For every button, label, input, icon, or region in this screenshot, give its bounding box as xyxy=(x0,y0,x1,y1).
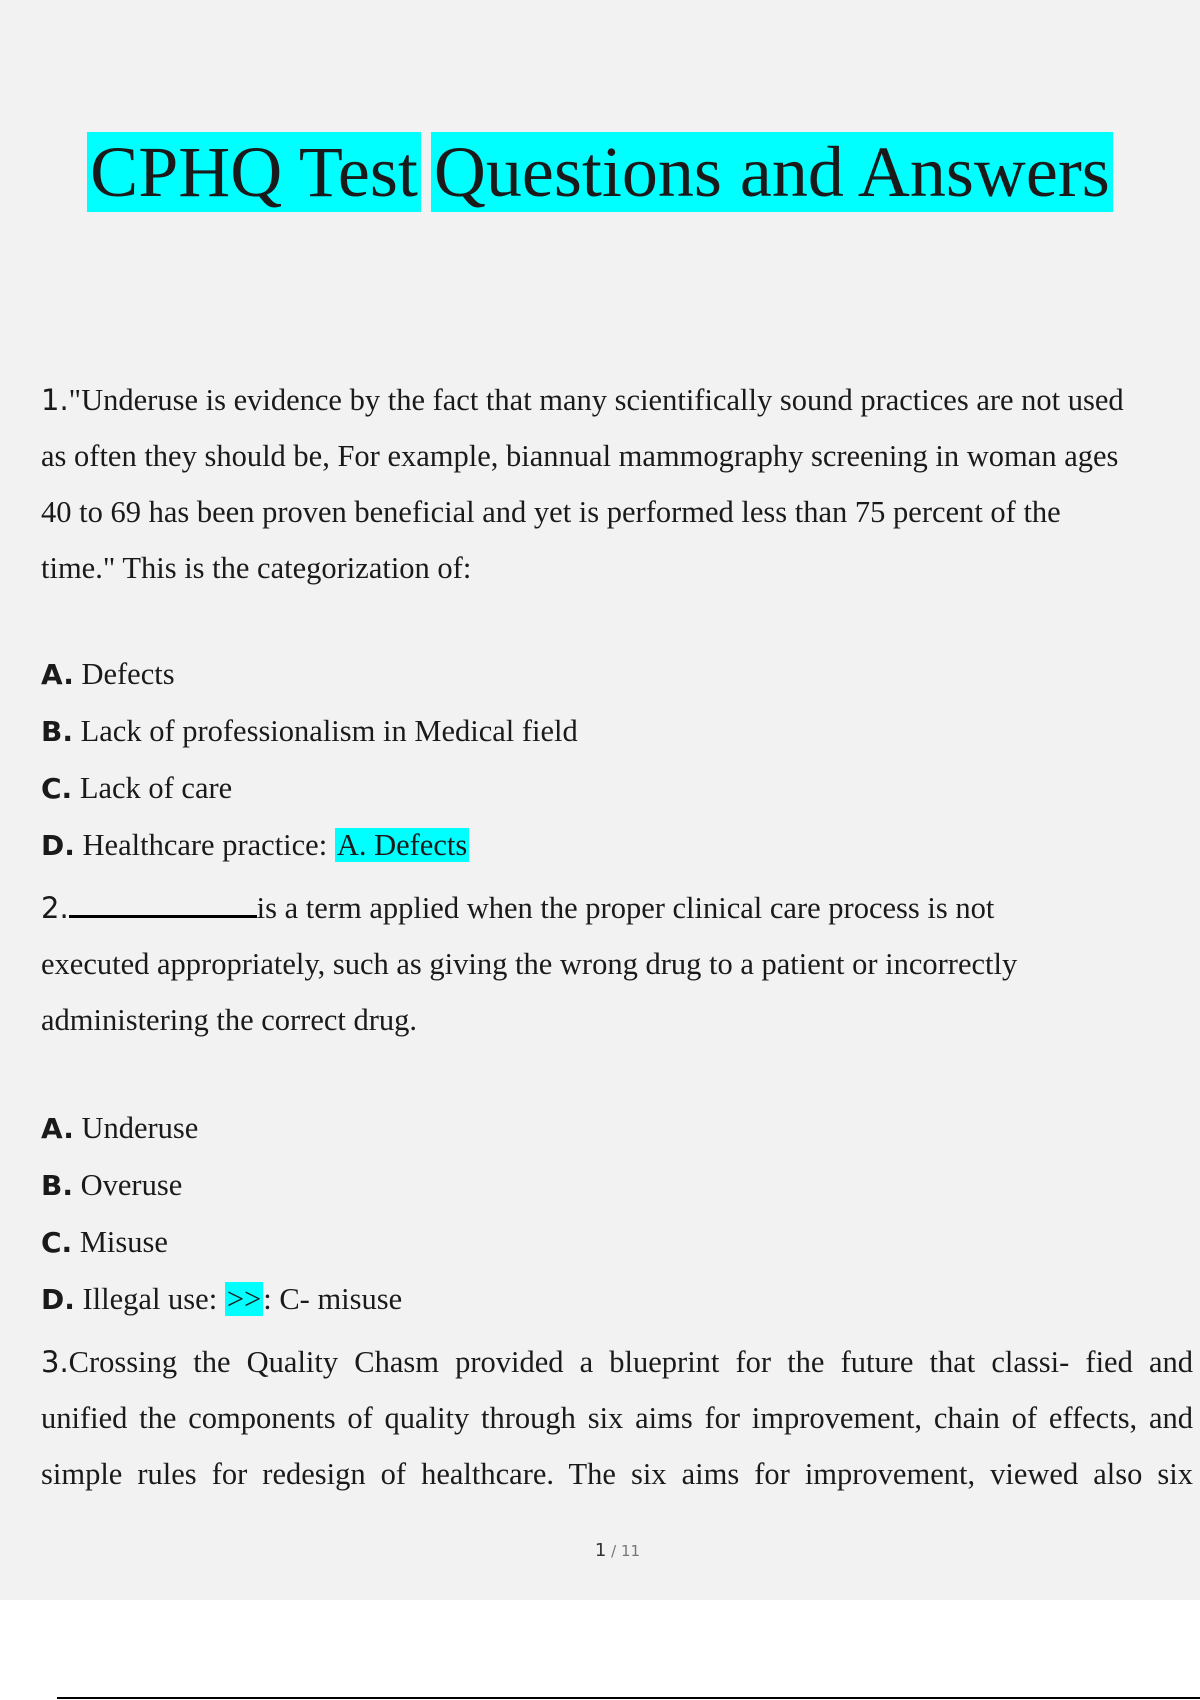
title-part-1: CPHQ Test xyxy=(87,132,421,212)
question-text-line: time." This is the categorization of: xyxy=(41,551,472,585)
next-page-top-rule xyxy=(57,1697,1200,1699)
question-2 xyxy=(41,880,1193,1048)
current-page-number: 1 xyxy=(594,1540,607,1561)
total-pages: 11 xyxy=(620,1542,641,1560)
question-3 xyxy=(41,1334,1193,1502)
fill-in-blank xyxy=(69,887,257,918)
question-text-line: "Underuse is evidence by the fact that many scientifically sound practices are not used xyxy=(68,383,1124,417)
option-b: B. Lack of professionalism in Medical field xyxy=(41,714,578,748)
option-letter: C. xyxy=(41,1226,73,1259)
question-text-line: simple rules for redesign of healthcare. The six aims for improvement, viewed also six xyxy=(41,1457,1193,1491)
option-d: D. Illegal use: >>: C- misuse xyxy=(41,1282,403,1316)
question-2-options xyxy=(41,1100,1193,1328)
page-indicator xyxy=(0,1540,1200,1561)
option-a: A. Defects xyxy=(41,657,175,691)
option-letter: B. xyxy=(41,1169,73,1202)
question-text-line: administering the correct drug. xyxy=(41,1003,418,1037)
question-text-line: is a term applied when the proper clinical care process is not xyxy=(256,891,995,925)
question-text-line: executed appropriately, such as giving the wrong drug to a patient or incorrectly xyxy=(41,947,1018,981)
answer-text: : C- misuse xyxy=(263,1282,403,1316)
option-c: C. Lack of care xyxy=(41,771,233,805)
option-letter: B. xyxy=(41,715,73,748)
option-c: C. Misuse xyxy=(41,1225,168,1259)
answer-marker-highlight: >> xyxy=(226,1282,262,1316)
page-title xyxy=(0,130,1200,214)
page-separator: / xyxy=(606,1542,621,1560)
option-b: B. Overuse xyxy=(41,1168,183,1202)
question-1 xyxy=(41,372,1193,596)
option-letter: D. xyxy=(41,1283,75,1316)
option-letter: D. xyxy=(41,829,75,862)
option-letter: C. xyxy=(41,772,73,805)
question-text-line: as often they should be, For example, biannual mammography screening in woman ages xyxy=(41,439,1119,473)
question-text-line: Crossing the Quality Chasm provided a blueprint for the future that classi- fied and xyxy=(68,1345,1193,1379)
question-text-line: unified the components of quality through six aims for improvement, chain of effects, and xyxy=(41,1401,1193,1435)
question-1-options xyxy=(41,646,1193,874)
question-number: 2. xyxy=(41,891,69,925)
answer-highlight: A. Defects xyxy=(336,828,468,862)
question-text-line: 40 to 69 has been proven beneficial and yet is performed less than 75 percent of the xyxy=(41,495,1061,529)
question-number: 3. xyxy=(41,1345,69,1379)
option-a: A. Underuse xyxy=(41,1111,199,1145)
title-part-2: Questions and Answers xyxy=(431,132,1113,212)
option-letter: A. xyxy=(41,658,74,691)
question-number: 1. xyxy=(41,383,69,417)
option-letter: A. xyxy=(41,1112,74,1145)
option-d: D. Healthcare practice: A. Defects xyxy=(41,828,468,862)
